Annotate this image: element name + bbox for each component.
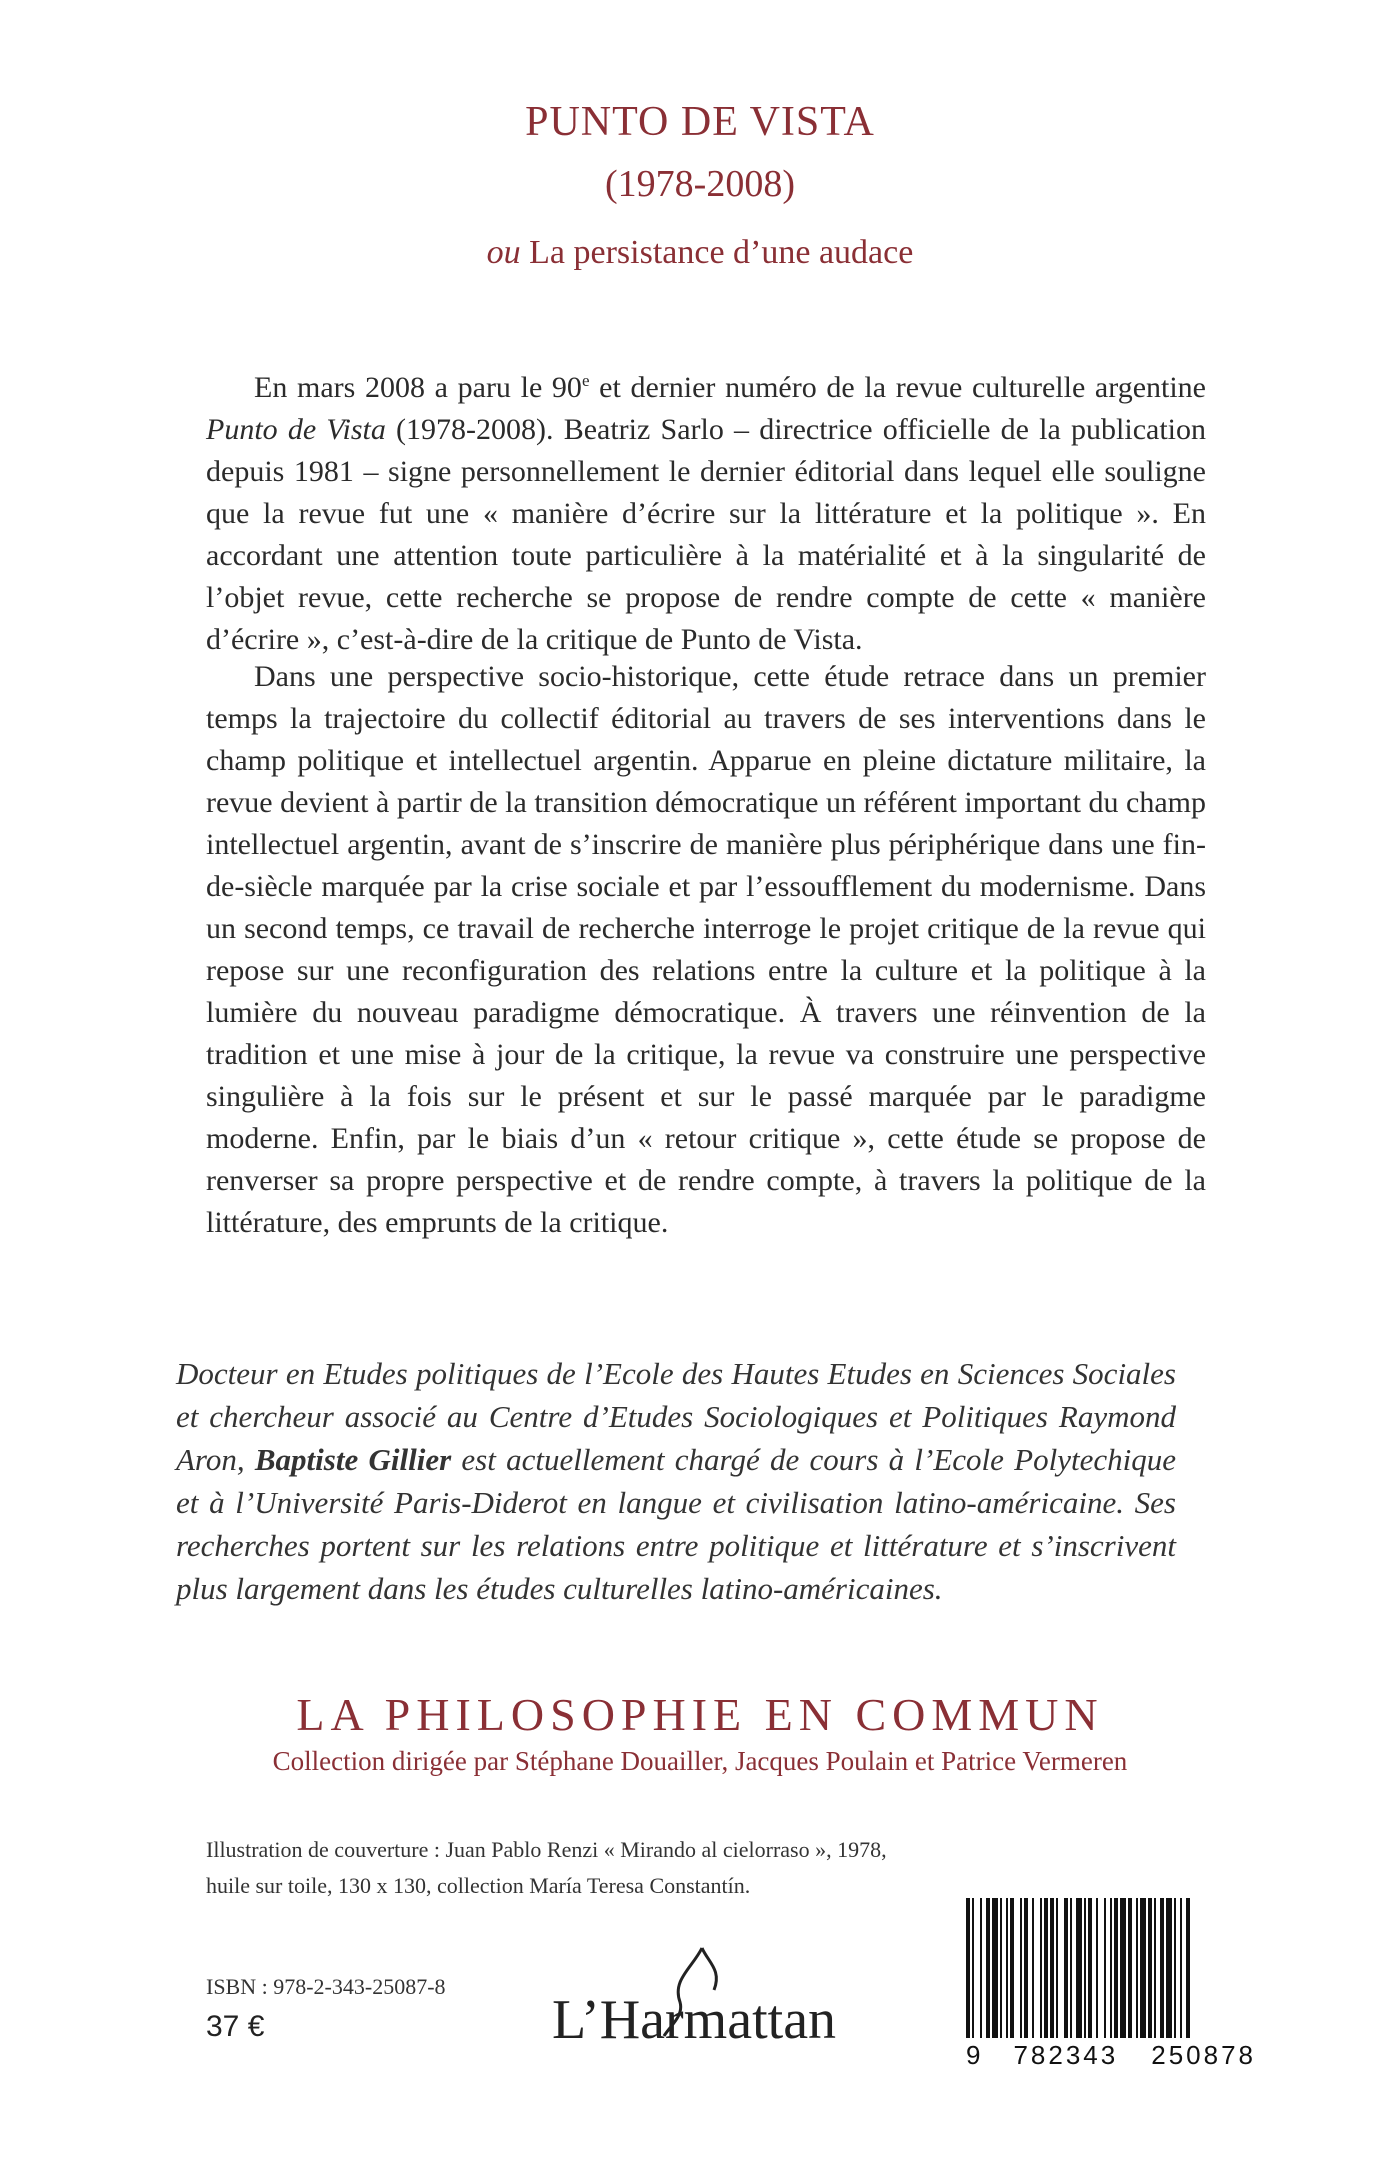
isbn: ISBN : 978-2-343-25087-8 bbox=[206, 1974, 446, 1999]
barcode-bar bbox=[1114, 1898, 1118, 2038]
journal-title: Punto de Vista bbox=[206, 413, 386, 446]
barcode bbox=[966, 1898, 1256, 2038]
barcode-bar bbox=[1032, 1898, 1034, 2038]
barcode-bar bbox=[1024, 1898, 1028, 2038]
barcode-lead-digit: 9 bbox=[966, 2040, 981, 2070]
series-name: LA PHILOSOPHIE EN COMMUN bbox=[296, 1689, 1104, 1740]
barcode-bar bbox=[1174, 1898, 1176, 2038]
barcode-bar bbox=[1110, 1898, 1112, 2038]
barcode-bar bbox=[1104, 1898, 1106, 2038]
barcode-bar bbox=[1020, 1898, 1022, 2038]
barcode-bar bbox=[972, 1898, 974, 2038]
barcode-bar bbox=[992, 1898, 998, 2038]
barcode-bar bbox=[1186, 1898, 1190, 2038]
book-dates: (1978-2008) bbox=[605, 163, 795, 205]
publisher-logo bbox=[552, 1940, 852, 2060]
summary-text: Dans une perspective socio-historique, cette étude retrace dans un premier temps la trajectoire du collectif éditorial au travers de ses interventions dans le champ politique et intellectuel argentin. Apparue en pleine dictature militaire, la revue devient à partir de la transition démocratique un référent important du champ intellectuel argentin, avant de s’inscrire de manière plus périphérique dans une fin-de-siècle marquée par la crise sociale et par l’essoufflement du modernisme. Dans un second temps, ce travail de recherche interroge le projet critique de la revue qui repose sur une reconfiguration des relations entre la culture et la politique à la lumière du nouveau paradigme démocratique. À travers une réinvention de la tradition et une mise à jour de la critique, la revue va construire une perspective singulière à la fois sur le présent et sur le passé marquée par le paradigme moderne. Enfin, par le biais d’un « retour critique », cette étude se propose de renverser sa propre perspective et de rendre compte, à travers la politique de la littérature, des emprunts de la critique. bbox=[206, 660, 1206, 1239]
author-bio bbox=[176, 1352, 1176, 1610]
barcode-bar bbox=[1044, 1898, 1048, 2038]
barcode-number bbox=[966, 2040, 1256, 2071]
barcode-bar bbox=[1120, 1898, 1126, 2038]
barcode-bar bbox=[1050, 1898, 1054, 2038]
barcode-group-2: 250878 bbox=[1151, 2040, 1256, 2070]
barcode-bar bbox=[1006, 1898, 1008, 2038]
barcode-bar bbox=[1076, 1898, 1082, 2038]
publisher-name: L’Harmattan bbox=[552, 1989, 837, 2051]
cover-credit: Illustration de couverture : Juan Pablo Renzi « Mirando al cielorraso », 1978, huile sur toile, 130 x 130, collection María Teresa Constantín. bbox=[206, 1837, 887, 1898]
author-name: Baptiste Gillier bbox=[254, 1442, 452, 1477]
bio-text: est actuellement chargé de cours à l’Ecole Polytechique et à l’Université Paris-Diderot en langue et civilisation latino-américaine. Ses recherches portent sur les relations entre politique et littérature et s’inscrivent plus largement dans les études culturelles latino-américaines. bbox=[176, 1442, 1176, 1606]
barcode-bar bbox=[1160, 1898, 1164, 2038]
summary-paragraph-2 bbox=[206, 656, 1206, 1244]
barcode-bar bbox=[1096, 1898, 1098, 2038]
barcode-bar bbox=[1088, 1898, 1092, 2038]
book-title: PUNTO DE VISTA bbox=[525, 99, 875, 145]
barcode-bar bbox=[1128, 1898, 1132, 2038]
barcode-bar bbox=[986, 1898, 990, 2038]
barcode-bar bbox=[1000, 1898, 1002, 2038]
barcode-bar bbox=[1056, 1898, 1058, 2038]
summary-text: (1978-2008). Beatriz Sarlo – directrice officielle de la publication depuis 1981 – signe personnellement le dernier éditorial dans lequel elle souligne que la revue fut une « manière d’écrire sur la littérature et la politique ». En accordant une attention toute particulière à la matérialité et à la singularité de l’objet revue, cette recherche se propose de rendre compte de cette « manière d’écrire », c’est-à-dire de la critique de Punto de Vista. bbox=[206, 413, 1206, 656]
book-subtitle bbox=[0, 234, 1400, 272]
barcode-bar bbox=[966, 1898, 970, 2038]
barcode-bar bbox=[1070, 1898, 1072, 2038]
barcode-group-1: 782343 bbox=[1013, 2040, 1119, 2070]
barcode-bar bbox=[1154, 1898, 1156, 2038]
barcode-bar bbox=[1040, 1898, 1042, 2038]
series-editors: Collection dirigée par Stéphane Douailler, Jacques Poulain et Patrice Vermeren bbox=[272, 1746, 1128, 1776]
barcode-bar bbox=[1166, 1898, 1172, 2038]
summary-text: En mars 2008 a paru le 90 bbox=[254, 371, 582, 404]
barcode-bar bbox=[1140, 1898, 1146, 2038]
summary-paragraph-1 bbox=[206, 360, 1206, 661]
subtitle-prefix: ou bbox=[486, 234, 521, 271]
barcode-bar bbox=[1136, 1898, 1138, 2038]
barcode-bar bbox=[1180, 1898, 1182, 2038]
ordinal-superscript: e bbox=[581, 371, 590, 390]
bio-text: Docteur en Etudes politiques de l’Ecole des Hautes Etudes en Sciences Sociales et chercheur associé au Centre d’Etudes Sociologiques et Politiques Raymond Aron, bbox=[176, 1356, 1176, 1477]
summary-text: et dernier numéro de la revue culturelle argentine bbox=[589, 371, 1206, 404]
price: 37 € bbox=[206, 2010, 265, 2043]
subtitle-text: La persistance d’une audace bbox=[520, 234, 914, 271]
barcode-bar bbox=[1064, 1898, 1068, 2038]
barcode-bar bbox=[980, 1898, 982, 2038]
barcode-bar bbox=[1010, 1898, 1014, 2038]
barcode-bar bbox=[1148, 1898, 1152, 2038]
barcode-bar bbox=[1084, 1898, 1086, 2038]
